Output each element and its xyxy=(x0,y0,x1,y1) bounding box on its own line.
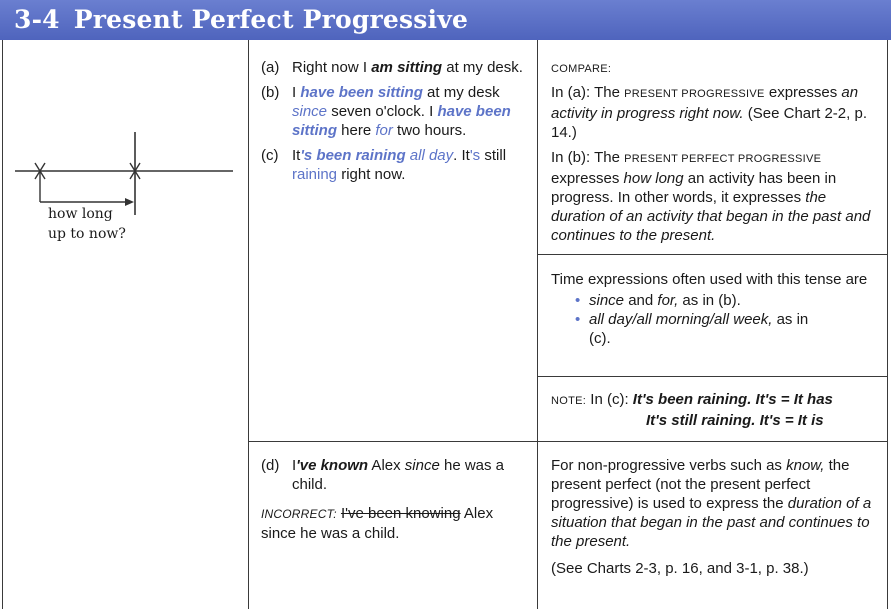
example-a: (a) Right now I am sitting at my desk. xyxy=(261,59,523,76)
compare-heading: COMPARE: xyxy=(551,63,612,75)
incorrect-label: INCORRECT: xyxy=(261,507,337,521)
compare-paragraph-2: In (b): The PRESENT PERFECT PROGRESSIVE expresses how long an activity has been in progress. In other words, it expresses the duration of an activity that began in the past and continues to the present. xyxy=(551,149,871,244)
diagram-label-1: how long xyxy=(48,206,113,222)
time-expressions-intro: Time expressions often used with this tense are xyxy=(551,271,868,288)
example-label: (d) xyxy=(261,457,280,474)
example-c: (c) It's been raining all day. It's still raining right now. xyxy=(261,147,507,183)
non-progressive-cell xyxy=(551,456,877,578)
examples-cell-d xyxy=(261,456,531,543)
column-divider-1 xyxy=(248,40,249,609)
row-divider-3 xyxy=(248,441,887,442)
chart-number: 3-4 xyxy=(14,5,60,34)
compare-cell xyxy=(551,60,877,251)
bullet-icon: • xyxy=(575,292,581,309)
timeline-diagram xyxy=(0,120,248,230)
arrow-head-icon xyxy=(125,198,134,206)
row-divider-1 xyxy=(537,254,887,255)
example-label: (b) xyxy=(261,84,280,101)
non-progressive-explanation: For non-progressive verbs such as know, the present perfect (not the present perfect progressive) is used to express the duration of a situation that began in the past and continues to the present. xyxy=(551,457,872,550)
compare-paragraph-1: In (a): The PRESENT PROGRESSIVE expresses an activity in progress right now. (See Chart 2-2, p. 14.) xyxy=(551,84,867,141)
example-label: (c) xyxy=(261,147,279,164)
column-divider-2 xyxy=(537,40,538,609)
chart-header xyxy=(0,0,891,40)
see-charts-reference: (See Charts 2-3, p. 16, and 3-1, p. 38.) xyxy=(551,560,809,577)
row-divider-2 xyxy=(537,376,887,377)
examples-cell-abc xyxy=(261,58,531,190)
chart-title-text: Present Perfect Progressive xyxy=(73,5,469,34)
outer-right-border xyxy=(887,40,888,609)
bullet-icon: • xyxy=(575,311,581,328)
example-b: (b) I have been sitting at my desk since seven o'clock. I have been sitting here for two hours. xyxy=(261,84,511,139)
note-line-2: It's still raining. It's = It is xyxy=(646,412,824,429)
example-label: (a) xyxy=(261,59,280,76)
chart-title xyxy=(14,5,468,34)
time-expressions-cell xyxy=(551,270,877,348)
incorrect-struck-text: I've been knowing xyxy=(340,505,461,522)
list-item: • all day/all morning/all week, as in (c). xyxy=(575,311,809,347)
list-item: • since and for, as in (b). xyxy=(575,292,741,309)
example-d: (d) I've known Alex since he was a child. xyxy=(261,457,505,493)
incorrect-example: INCORRECT: I've been knowing Alex since he was a child. xyxy=(261,505,494,542)
diagram-label-2: up to now? xyxy=(48,226,126,242)
note-cell xyxy=(551,390,881,430)
note-line-1: NOTE: In (c): It's been raining. It's = It has xyxy=(551,391,833,408)
